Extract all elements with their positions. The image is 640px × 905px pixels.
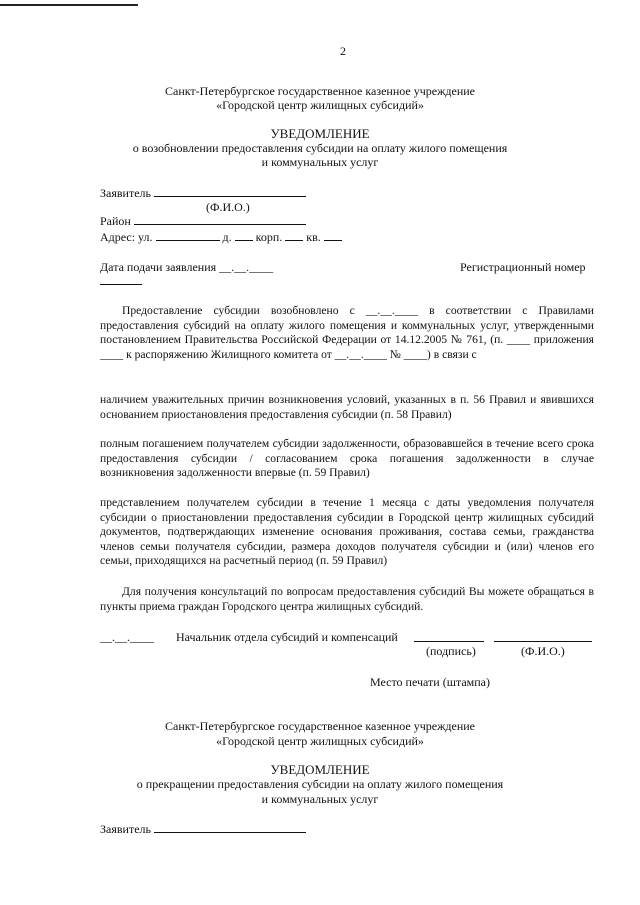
applicant2-field[interactable] — [154, 822, 306, 833]
address-building-label: корп. — [255, 230, 283, 244]
signature-hint: (подпись) — [426, 644, 476, 658]
street-field[interactable] — [156, 230, 220, 241]
notice2-subtitle-line1: о прекращении предоставления субсидии на оплату жилого помещения — [136, 777, 504, 791]
applicant-row — [100, 186, 306, 201]
house-field[interactable] — [235, 230, 253, 241]
reg-number-label: Регистрационный номер — [460, 260, 586, 274]
notice-subtitle-line1: о возобновлении предоставления субсидии на оплату жилого помещения — [132, 141, 508, 155]
district-field[interactable] — [134, 214, 306, 225]
district-label: Район — [100, 214, 131, 228]
org-line1: Санкт-Петербургское государственное казенное учреждение — [164, 84, 475, 98]
page-number: 2 — [340, 44, 346, 58]
address-street-label: Адрес: ул. — [100, 230, 153, 244]
notice-title: УВЕДОМЛЕНИЕ — [270, 126, 370, 141]
org2-line1: Санкт-Петербургское государственное казенное учреждение — [164, 719, 475, 733]
org2-line2: «Городской центр жилищных субсидий» — [216, 734, 424, 748]
signature-line[interactable] — [414, 641, 484, 642]
fio-hint: (Ф.И.О.) — [206, 200, 250, 214]
district-row — [100, 214, 306, 229]
consultation-paragraph: Для получения консультаций по вопросам предоставления субсидий Вы можете обращаться в пункты приема граждан Городского центра жилищных субсидий. — [100, 585, 594, 613]
reg-number-field[interactable] — [100, 284, 142, 285]
reason-3: представлением получателем субсидии в течение 1 месяца с даты уведомления получателя субсидии о приостановлении предоставления субсидии в Городской центр жилищных субсидий документов, подтверждающих изменение основания проживания, состава семьи, гражданства членов семьи получателя субсидии, размера доходов получателя субсидии и (или) членов его семьи, приходящихся на расчетный период (п. 59 Правил) — [100, 496, 594, 568]
main-paragraph: Предоставление субсидии возобновлено с __.__.____ в соответствии с Правилами предоставления субсидий на оплату жилого помещения и коммунальных услуг, утвержденными постановлением Правительства Российской Федерации от 14.12.2005 № 761, (п. ____ приложения ____ к распоряжению Жилищного комитета от __.__.____ № ____) в связи с — [100, 304, 594, 361]
sign-date: __.__.____ — [100, 630, 154, 644]
stamp-label: Место печати (штампа) — [370, 675, 491, 689]
reason-1: наличием уважительных причин возникновения условий, указанных в п. 56 Правил и явившихся основанием приостановления предоставления субсидии (п. 58 Правил) — [100, 393, 594, 421]
reason-2: полным погашением получателем субсидии задолженности, образовавшейся в течение всего срока предоставления субсидии / согласованием срока погашения задолженности в случае возникновения задолженности впервые (п. 59 Правил) — [100, 437, 594, 480]
apt-field[interactable] — [324, 230, 342, 241]
org-line2: «Городской центр жилищных субсидий» — [216, 98, 424, 112]
applicant2-label: Заявитель — [100, 822, 151, 836]
address-apt-label: кв. — [306, 230, 321, 244]
building-field[interactable] — [285, 230, 303, 241]
applicant2-row — [100, 822, 306, 837]
applicant-field[interactable] — [154, 186, 306, 197]
head-label: Начальник отдела субсидий и компенсаций — [176, 630, 398, 644]
notice2-title: УВЕДОМЛЕНИЕ — [270, 762, 370, 777]
notice2-subtitle-line2: и коммунальных услуг — [261, 792, 379, 806]
top-rule — [0, 4, 138, 6]
fio-hint-2: (Ф.И.О.) — [521, 644, 565, 658]
fio-line[interactable] — [494, 641, 592, 642]
applicant-label: Заявитель — [100, 186, 151, 200]
notice-subtitle-line2: и коммунальных услуг — [261, 155, 379, 169]
application-date: Дата подачи заявления __.__.____ — [100, 260, 274, 274]
address-row — [100, 230, 342, 245]
address-house-label: д. — [222, 230, 232, 244]
